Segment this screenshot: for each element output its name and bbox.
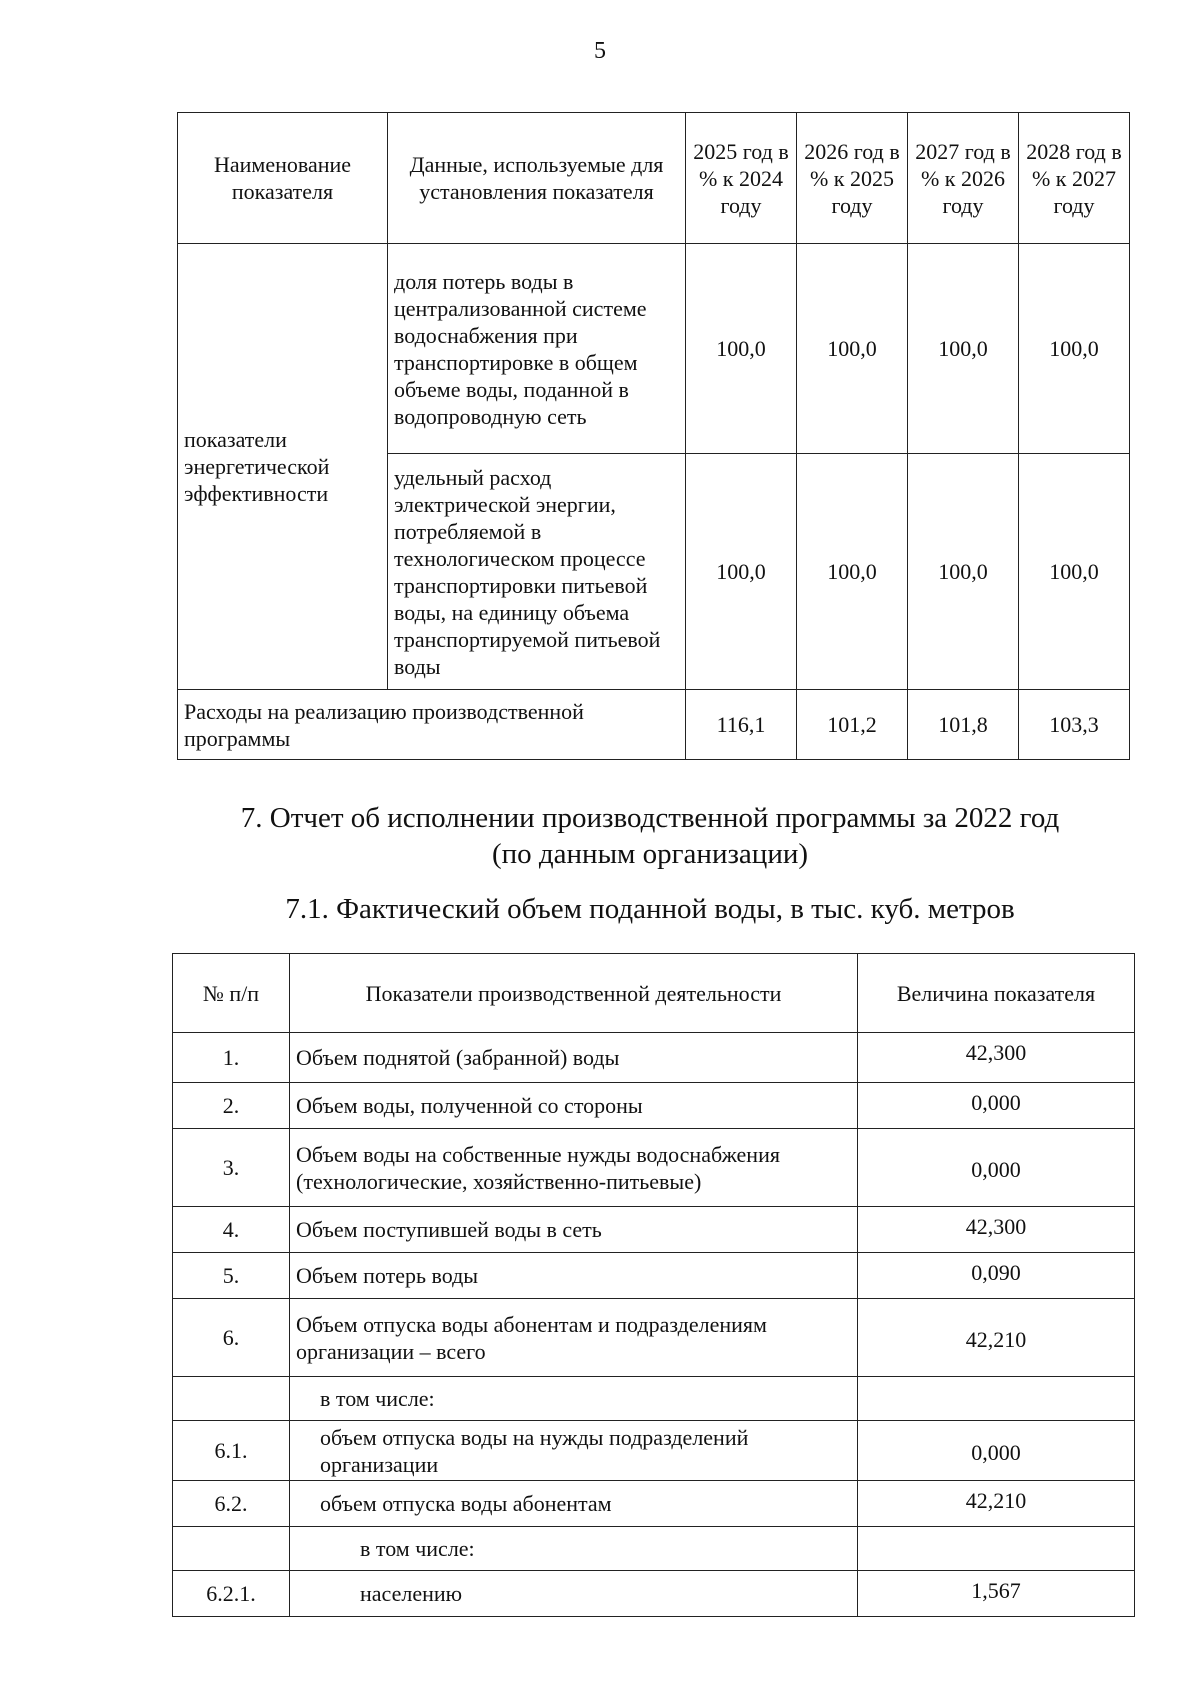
row-number: 3.: [173, 1129, 290, 1207]
row-label: в том числе:: [290, 1527, 858, 1571]
table-row: [173, 1481, 1135, 1527]
row-label: населению: [290, 1571, 858, 1617]
row-value: [858, 1377, 1135, 1421]
table-cell: 100,0: [797, 454, 908, 690]
row-value: [858, 1527, 1135, 1571]
row-number: 4.: [173, 1207, 290, 1253]
row-label: Объем поступившей воды в сеть: [290, 1207, 858, 1253]
row-number: 2.: [173, 1083, 290, 1129]
row-number: 5.: [173, 1253, 290, 1299]
table-row: [173, 1527, 1135, 1571]
table-cell: 100,0: [908, 454, 1019, 690]
table-cell: 101,2: [797, 690, 908, 760]
row-value: 0,000: [858, 1083, 1135, 1129]
row-label: Объем воды, полученной со стороны: [290, 1083, 858, 1129]
table-row: [173, 1377, 1135, 1421]
row-label: Объем потерь воды: [290, 1253, 858, 1299]
column-header: 2025 год в % к 2024 году: [686, 113, 797, 244]
row-label: объем отпуска воды абонентам: [290, 1481, 858, 1527]
table-row: [173, 1421, 1135, 1481]
table-cell: 100,0: [908, 244, 1019, 454]
table-row: [173, 1571, 1135, 1617]
row-number: 6.2.: [173, 1481, 290, 1527]
row-label: удельный расход электрической энергии, потребляемой в технологическом процессе транспортировки питьевой воды, на единицу объема транспортируемой питьевой воды: [388, 454, 686, 690]
row-value: 0,090: [858, 1253, 1135, 1299]
row-number: 1.: [173, 1033, 290, 1083]
column-header: 2028 год в % к 2027 году: [1019, 113, 1130, 244]
column-header: Величина показателя: [858, 954, 1135, 1033]
table-cell: 116,1: [686, 690, 797, 760]
row-label: доля потерь воды в централизованной системе водоснабжения при транспортировке в общем объеме воды, поданной в водопроводную сеть: [388, 244, 686, 454]
row-value: 1,567: [858, 1571, 1135, 1617]
row-number: 6.2.1.: [173, 1571, 290, 1617]
column-header: Наименование показателя: [178, 113, 388, 244]
section-title: 7. Отчет об исполнении производственной программы за 2022 год: [240, 802, 1060, 834]
column-header: № п/п: [173, 954, 290, 1033]
table-cell: 100,0: [1019, 244, 1130, 454]
table-header-row: [173, 954, 1135, 1033]
row-label: объем отпуска воды на нужды подразделений организации: [290, 1421, 858, 1481]
subsection-title: 7.1. Фактический объем поданной воды, в тыс. куб. метров: [285, 893, 1015, 925]
row-number: 6.: [173, 1299, 290, 1377]
column-header: 2026 год в % к 2025 году: [797, 113, 908, 244]
table-row: [173, 1129, 1135, 1207]
table-header-row: [178, 113, 1130, 244]
row-value: 0,000: [858, 1129, 1135, 1207]
group-label: показатели энергетической эффективности: [178, 244, 388, 690]
table-row: [173, 1083, 1135, 1129]
water-volume-table: [172, 953, 1135, 1617]
table-cell: 100,0: [686, 454, 797, 690]
row-number: 6.1.: [173, 1421, 290, 1481]
row-value: 42,210: [858, 1299, 1135, 1377]
row-label: в том числе:: [290, 1377, 858, 1421]
table-row: [173, 1207, 1135, 1253]
page-number: 5: [594, 38, 606, 64]
table-cell: 100,0: [797, 244, 908, 454]
table-cell: 103,3: [1019, 690, 1130, 760]
row-label: Объем отпуска воды абонентам и подразделениям организации – всего: [290, 1299, 858, 1377]
table-row: [173, 1253, 1135, 1299]
row-label: Объем воды на собственные нужды водоснабжения (технологические, хозяйственно-питьевые): [290, 1129, 858, 1207]
table-cell: 100,0: [686, 244, 797, 454]
table-row: [173, 1033, 1135, 1083]
table-row: [178, 244, 1130, 454]
row-value: 42,300: [858, 1207, 1135, 1253]
row-value: 42,300: [858, 1033, 1135, 1083]
expenses-label: Расходы на реализацию производственной программы: [178, 690, 686, 760]
row-number: [173, 1377, 290, 1421]
table-row: [173, 1299, 1135, 1377]
column-header: 2027 год в % к 2026 году: [908, 113, 1019, 244]
table-cell: 100,0: [1019, 454, 1130, 690]
row-value: 0,000: [858, 1421, 1135, 1481]
efficiency-indicators-table: [177, 112, 1130, 760]
column-header: Данные, используемые для установления показателя: [388, 113, 686, 244]
row-value: 42,210: [858, 1481, 1135, 1527]
row-number: [173, 1527, 290, 1571]
row-label: Объем поднятой (забранной) воды: [290, 1033, 858, 1083]
section-title-note: (по данным организации): [491, 838, 809, 870]
table-row: [178, 690, 1130, 760]
column-header: Показатели производственной деятельности: [290, 954, 858, 1033]
table-cell: 101,8: [908, 690, 1019, 760]
